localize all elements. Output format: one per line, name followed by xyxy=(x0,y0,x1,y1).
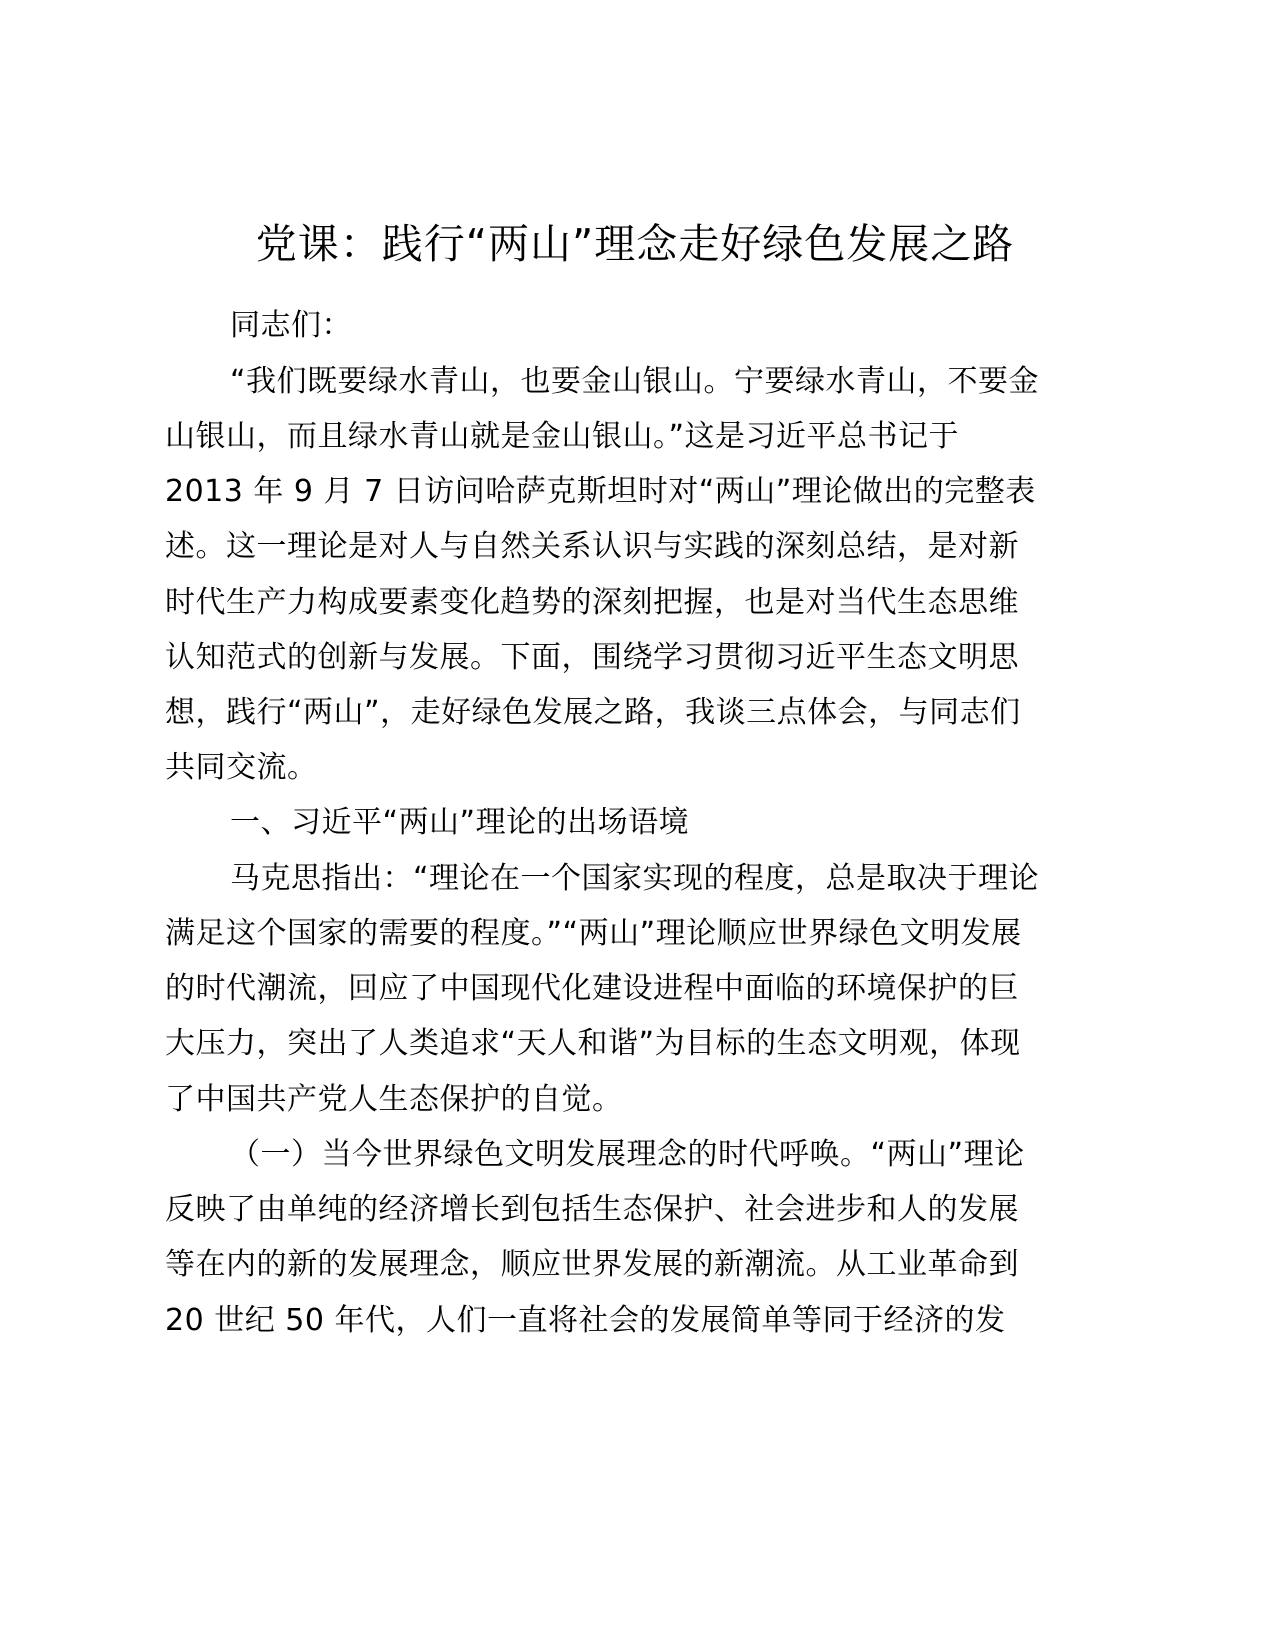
paragraph-line: 反映了由单纯的经济增长到包括生态保护、社会进步和人的发展 xyxy=(165,1192,1019,1227)
paragraph-line: 满足这个国家的需要的程度。”“两山”理论顺应世界绿色文明发展 xyxy=(165,916,1022,951)
paragraph-line: 的时代潮流，回应了中国现代化建设进程中面临的环境保护的巨 xyxy=(165,971,1019,1006)
paragraph-line: “我们既要绿水青山，也要金山银山。宁要绿水青山，不要金 xyxy=(230,364,1040,399)
paragraph-line: 山银山，而且绿水青山就是金山银山。”这是习近平总书记于 xyxy=(165,419,960,454)
salutation: 同志们： xyxy=(230,308,352,343)
paragraph-line: 时代生产力构成要素变化趋势的深刻把握，也是对当代生态思维 xyxy=(165,585,1019,620)
paragraph-line: 2013 年 9 月 7 日访问哈萨克斯坦时对“两山”理论做出的完整表 xyxy=(165,474,1036,509)
paragraph-line: 认知范式的创新与发展。下面，围绕学习贯彻习近平生态文明思 xyxy=(165,640,1019,675)
paragraph-line: 想，践行“两山”，走好绿色发展之路，我谈三点体会，与同志们 xyxy=(165,695,1021,730)
document-title: 党课：践行“两山”理念走好绿色发展之路 xyxy=(255,220,1015,268)
section-heading: 一、习近平“两山”理论的出场语境 xyxy=(230,805,690,840)
paragraph-line: 大压力，突出了人类追求“天人和谐”为目标的生态文明观，体现 xyxy=(165,1026,1021,1061)
paragraph-line: 马克思指出：“理论在一个国家实现的程度，总是取决于理论 xyxy=(230,861,1040,896)
paragraph-line: 了中国共产党人生态保护的自觉。 xyxy=(165,1082,623,1117)
paragraph-line: 20 世纪 50 年代，人们一直将社会的发展简单等同于经济的发 xyxy=(165,1303,1006,1338)
paragraph-line: 共同交流。 xyxy=(165,750,318,785)
subsection-paragraph-line: （一）当今世界绿色文明发展理念的时代呼唤。“两山”理论 xyxy=(230,1137,1025,1172)
paragraph-line: 述。这一理论是对人与自然关系认识与实践的深刻总结，是对新 xyxy=(165,529,1019,564)
paragraph-line: 等在内的新的发展理念，顺应世界发展的新潮流。从工业革命到 xyxy=(165,1247,1019,1282)
